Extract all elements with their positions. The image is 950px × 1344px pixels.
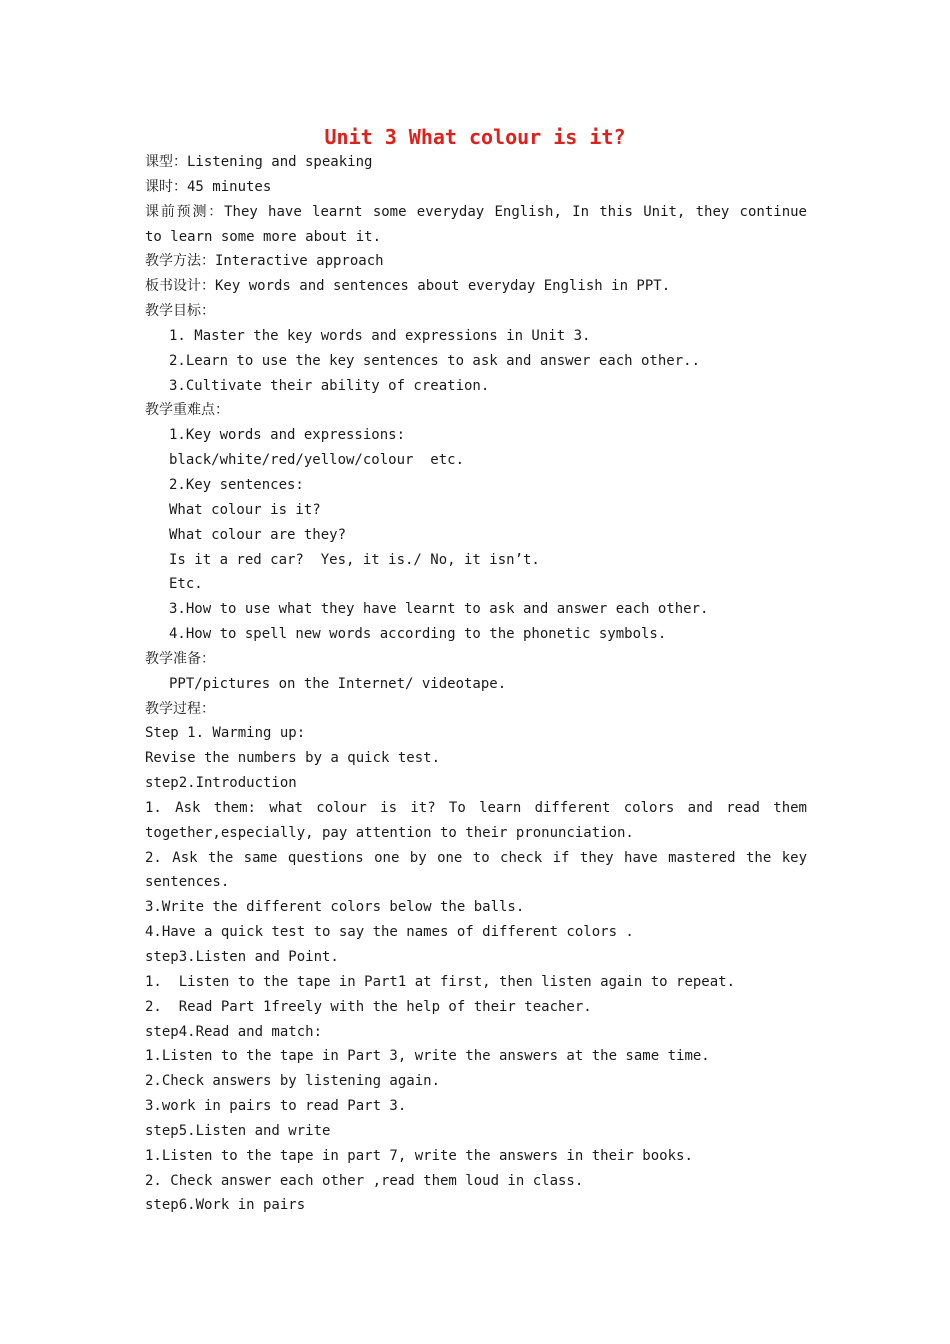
- objective-item: 1. Master the key words and expressions in Unit 3.: [169, 327, 591, 344]
- key-point-item: Is it a red car? Yes, it is./ No, it isn’t.: [169, 551, 540, 568]
- section-heading-key-points: 教学重难点：: [145, 402, 229, 419]
- step-heading: step3.Listen and Point.: [145, 949, 339, 965]
- step-item: 3.Write the different colors below the balls.: [145, 899, 525, 916]
- board-design: 板书设计：Key words and sentences about everyday English in PPT.: [145, 278, 671, 295]
- section-heading-preparation: 教学准备：: [145, 650, 215, 667]
- step-item: 4.Have a quick test to say the names of different colors .: [145, 924, 634, 941]
- document-body: [145, 150, 807, 1218]
- step-item: 2. Ask the same questions one by one to check if they have mastered the key: [145, 849, 807, 866]
- key-point-item: What colour are they?: [169, 526, 347, 543]
- step-item: 2. Read Part 1freely with the help of their teacher.: [145, 998, 592, 1015]
- step-item: Revise the numbers by a quick test.: [145, 750, 441, 767]
- step-item: 1.Listen to the tape in part 7, write the answers in their books.: [145, 1147, 693, 1164]
- lesson-duration: 课时：45 minutes: [145, 178, 272, 195]
- step-item: 1.Listen to the tape in Part 3, write the answers at the same time.: [145, 1048, 710, 1065]
- step-item: 1. Listen to the tape in Part1 at first, then listen again to repeat.: [145, 973, 736, 990]
- preparation-item: PPT/pictures on the Internet/ videotape.: [169, 675, 507, 692]
- objective-item: 2.Learn to use the key sentences to ask and answer each other..: [169, 352, 701, 369]
- section-heading-objectives: 教学目标：: [145, 303, 215, 320]
- key-point-item: black/white/red/yellow/colour etc.: [169, 452, 465, 469]
- lesson-type: 课型：Listening and speaking: [145, 154, 373, 170]
- step-item: 3.work in pairs to read Part 3.: [145, 1098, 407, 1115]
- teaching-method: 教学方法：Interactive approach: [145, 253, 384, 270]
- section-heading-procedure: 教学过程：: [145, 700, 215, 717]
- key-point-item: 4.How to spell new words according to the phonetic symbols.: [169, 626, 667, 643]
- key-point-item: 2.Key sentences:: [169, 476, 304, 493]
- step-item: together,especially, pay attention to their pronunciation.: [145, 824, 634, 841]
- document-title: Unit 3 What colour is it?: [324, 125, 626, 149]
- step-item: 2.Check answers by listening again.: [145, 1073, 441, 1090]
- step-heading: step2.Introduction: [145, 775, 297, 792]
- key-point-item: 3.How to use what they have learnt to ask and answer each other.: [169, 601, 709, 618]
- step-heading: step6.Work in pairs: [145, 1197, 306, 1214]
- key-point-item: Etc.: [169, 576, 203, 593]
- step-item: sentences.: [145, 874, 230, 891]
- objective-item: 3.Cultivate their ability of creation.: [169, 377, 490, 394]
- key-point-item: What colour is it?: [169, 501, 321, 518]
- step-heading: step5.Listen and write: [145, 1122, 331, 1139]
- pre-lesson-prediction: 课前预测：They have learnt some everyday English, In this Unit, they continue: [145, 203, 807, 220]
- key-point-item: 1.Key words and expressions:: [169, 427, 406, 444]
- pre-lesson-prediction-cont: to learn some more about it.: [145, 228, 382, 245]
- step-item: 2. Check answer each other ,read them loud in class.: [145, 1172, 584, 1189]
- step-heading: step4.Read and match:: [145, 1023, 323, 1040]
- step-item: 1. Ask them: what colour is it? To learn different colors and read them: [145, 799, 807, 816]
- step-heading: Step 1. Warming up:: [145, 725, 306, 742]
